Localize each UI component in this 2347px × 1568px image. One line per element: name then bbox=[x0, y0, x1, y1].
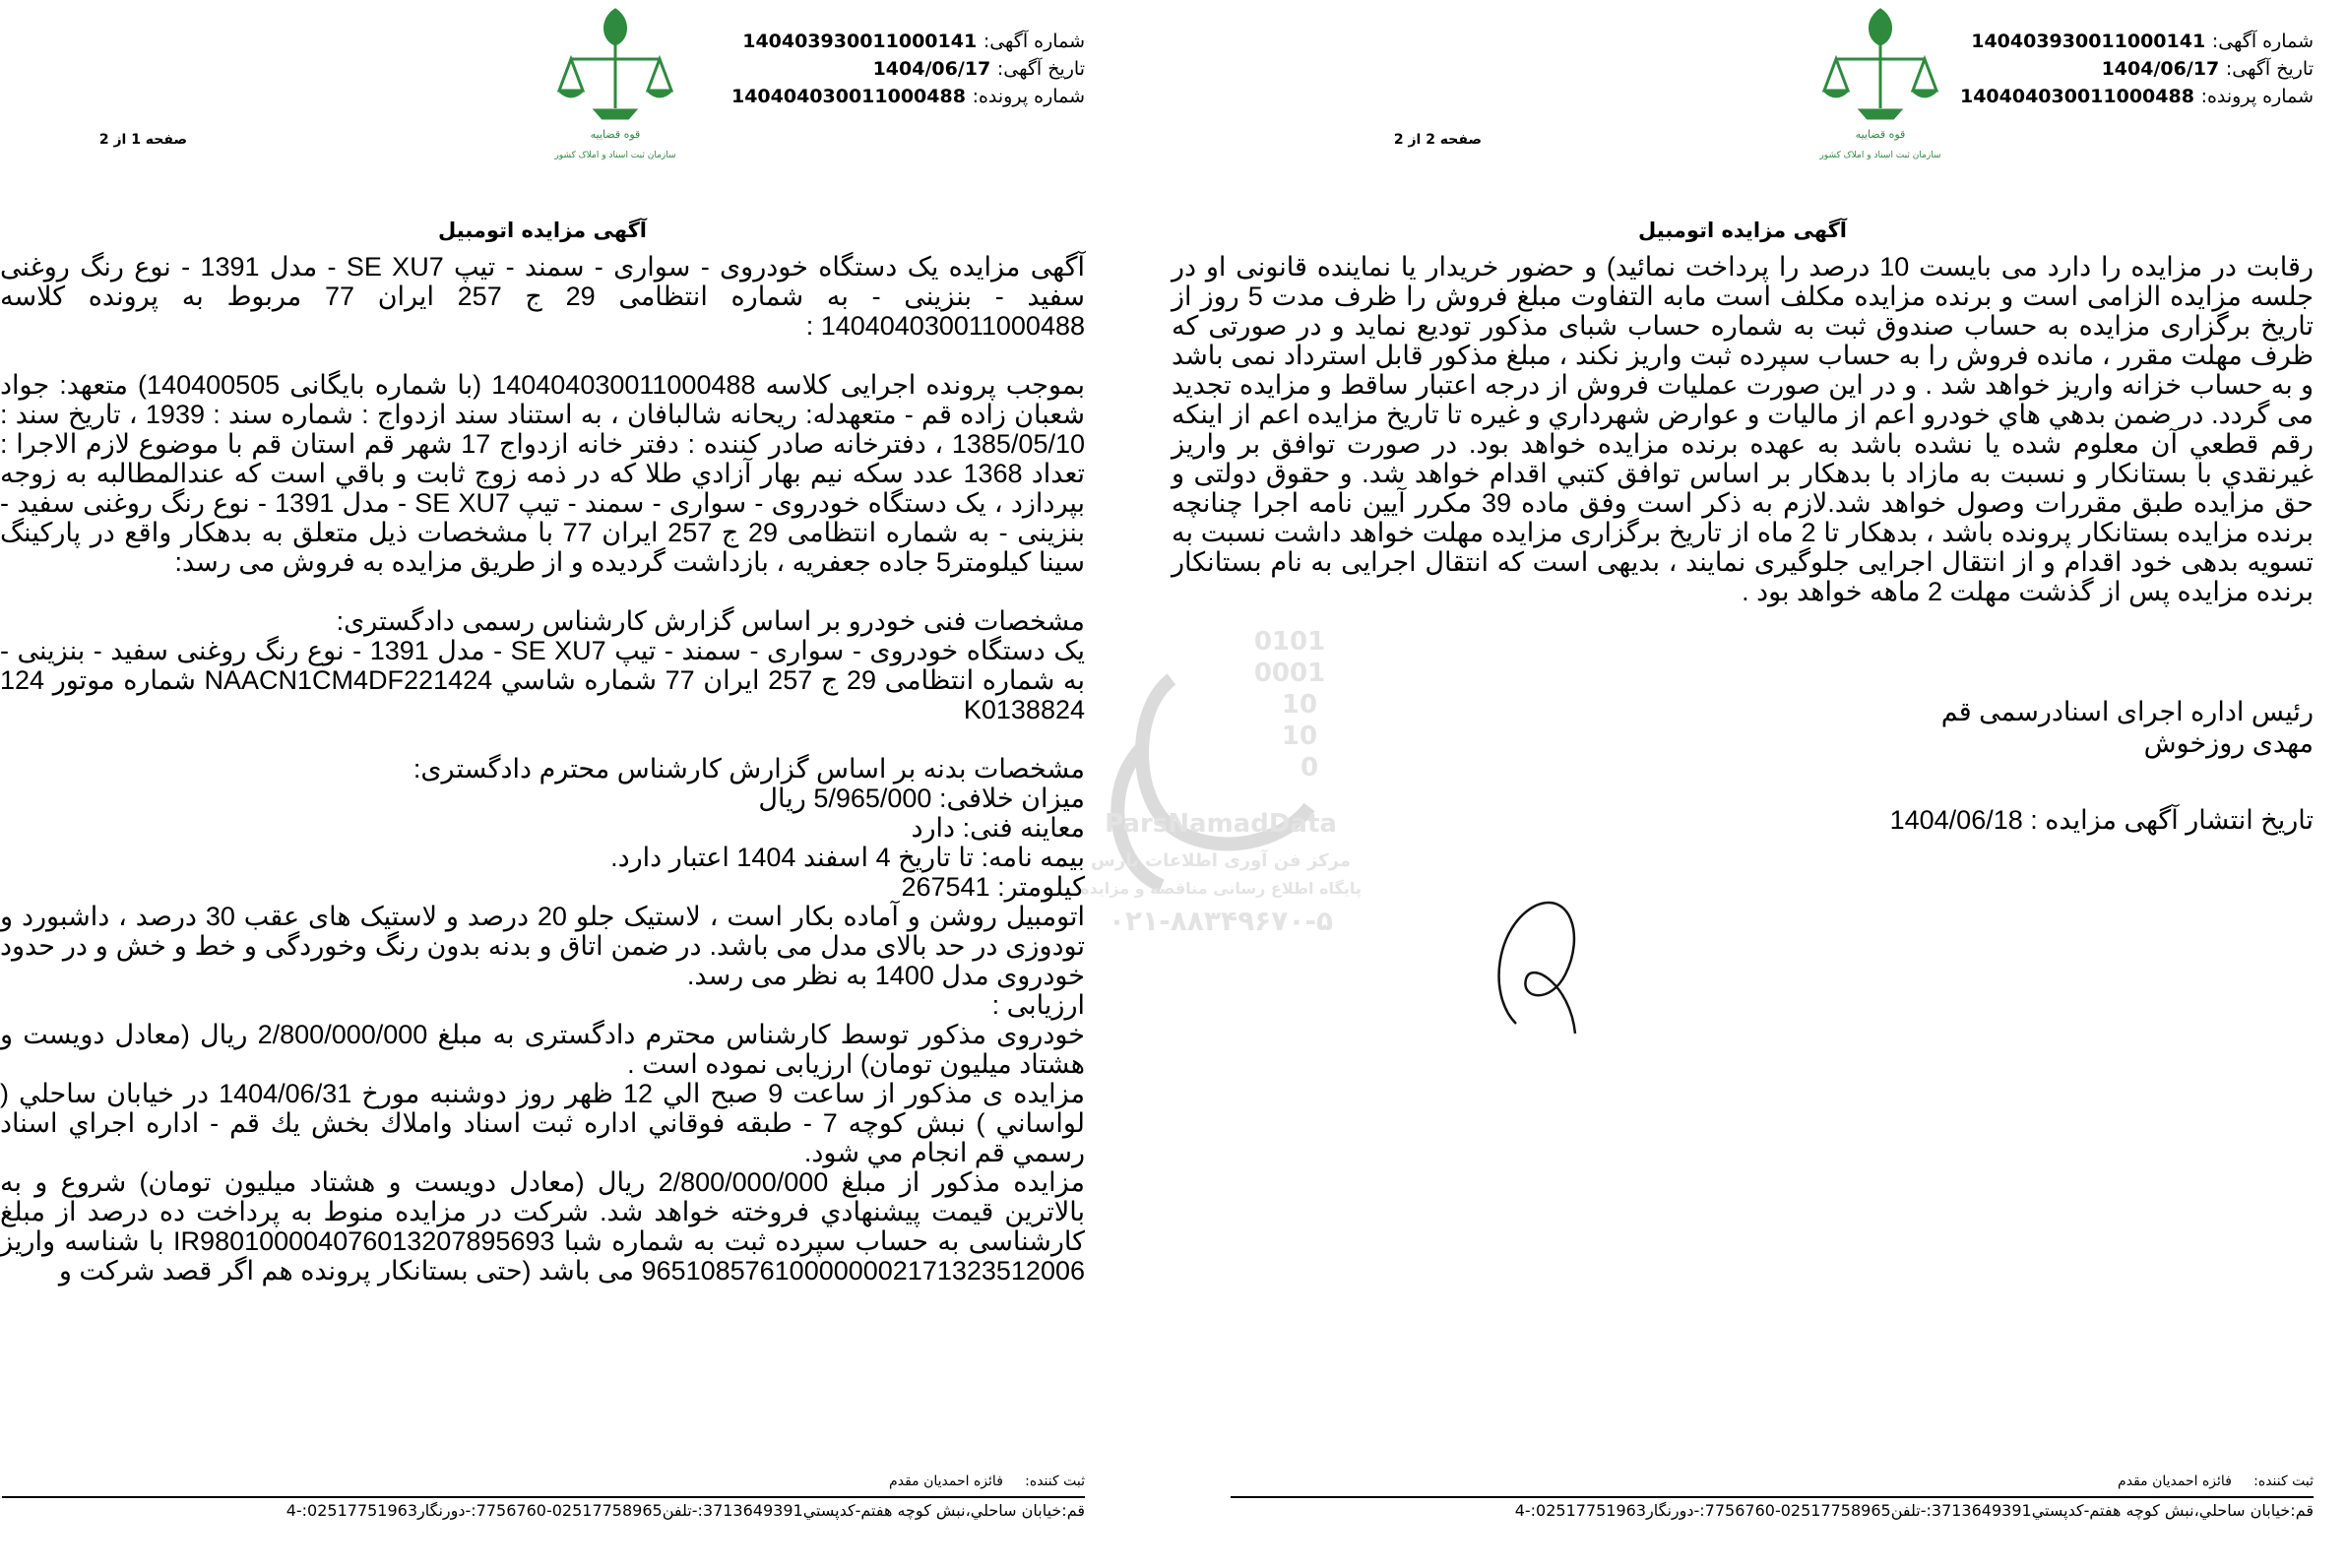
header-info bbox=[731, 28, 1085, 110]
judiciary-logo bbox=[1807, 0, 1954, 167]
spec-title: مشخصات فنی خودرو بر اساس گزارش کارشناس رسمی دادگستری: bbox=[336, 606, 1085, 636]
watermark-phone: ۰۲۱-۸۸۳۴۹۶۷۰-۵ bbox=[1108, 905, 1334, 937]
page-title: آگهی مزایده اتومبیل bbox=[1638, 219, 1847, 242]
page-1 bbox=[0, 0, 1142, 1568]
svg-text:0: 0 bbox=[1300, 753, 1319, 783]
mileage: کیلومتر: 267541 bbox=[901, 872, 1085, 902]
signer-name: مهدی روزخوش bbox=[2143, 728, 2314, 758]
signer-title: رئیس اداره اجرای اسنادرسمی قم bbox=[1940, 697, 2314, 726]
svg-text:10: 10 bbox=[1281, 721, 1318, 751]
page-2 bbox=[1172, 0, 2314, 1568]
registrar-label: ثبت کننده: bbox=[2253, 1474, 2314, 1489]
auction-time: مزايده ی مذكور از ساعت 9 صبح الي 12 ظهر روز دوشنبه مورخ 1404/06/31 در خيابان ساحلي ( لواساني ) نبش كوچه 7 - طبقه فوقاني اداره ثبت اسناد واملاك بخش يك قم - اداره اجراي اسناد رسمي قم انجام مي شود. bbox=[0, 1079, 1085, 1167]
registrar-name: فائزه احمدیان مقدم bbox=[889, 1474, 1003, 1489]
footer-address: قم:خیابان ساحلي،نبش کوچه هفتم-کدپستي3713649391:-تلفن02517758965-7756760:-دورنگار02517751963:-4 bbox=[285, 1501, 1085, 1520]
svg-text:0001: 0001 bbox=[1253, 659, 1326, 688]
svg-text:سازمان ثبت اسناد و املاک کشور: سازمان ثبت اسناد و املاک کشور bbox=[1819, 151, 1941, 160]
case-number: 140404030011000488 bbox=[730, 86, 966, 107]
registrar bbox=[889, 1474, 1085, 1489]
valuation: خودروی مذکور توسط کارشناس محترم دادگستری به مبلغ 2/800/000/000 ریال (معادل دویست و هشتاد میلیون تومان) ارزیابی نموده است . bbox=[0, 1020, 1085, 1079]
footer-divider bbox=[2, 1496, 1085, 1498]
auction-notice-body bbox=[0, 252, 1085, 1286]
page-label: صفحه 2 از 2 bbox=[1393, 132, 1482, 148]
svg-text:10: 10 bbox=[1281, 690, 1318, 720]
intro-paragraph: آگهی مزایده یک دستگاه خودروی - سواری - سمند - تیپ SE XU7 - مدل 1391 - نوع رنگ روغنی سفید - بنزینی - به شماره انتظامی 29 ج 257 ایران 77 مربوط به پرونده کلاسه 140404030011000488 : bbox=[0, 252, 1086, 341]
svg-text:0101: 0101 bbox=[1253, 627, 1326, 657]
footer-divider bbox=[1231, 1496, 2314, 1498]
ad-number-label: شماره آگهی: bbox=[983, 31, 1085, 52]
watermark-tagline: پایگاه اطلاع رسانی مناقصه و مزایده bbox=[1080, 879, 1362, 898]
svg-text:سازمان ثبت اسناد و املاک کشور: سازمان ثبت اسناد و املاک کشور bbox=[554, 151, 676, 160]
body-spec-title: مشخصات بدنه بر اساس گزارش کارشناس محترم دادگستری: bbox=[412, 754, 1085, 784]
svg-text:قوه قضاییه: قوه قضاییه bbox=[1855, 128, 1906, 141]
valuation-title: ارزیابی : bbox=[991, 990, 1085, 1020]
registrar-label: ثبت کننده: bbox=[1025, 1474, 1085, 1489]
judiciary-logo bbox=[541, 0, 689, 167]
page-title: آگهی مزایده اتومبیل bbox=[438, 219, 647, 242]
svg-text:قوه قضاییه: قوه قضاییه bbox=[590, 128, 641, 141]
case-paragraph: بموجب پرونده اجرایی کلاسه 140404030011000488 (با شماره بایگانی 140400505) متعهد: جواد شعبان زاده قم - متعهدله: ریحانه شالبافان ، به استناد سند ازدواج : شماره سند : 1939 ، تاریخ سند : 1385/05/10 ، دفترخانه صادر کننده : دفتر خانه ازدواج 17 شهر قم استان قم با موضوع لازم الاجرا : تعداد 1368 عدد سکه نیم بهار آزادي طلا که در ذمه زوج ثابت و باقي است که عندالمطالبه به زوجه بپردازد ، یک دستگاه خودروی - سواری - سمند - تیپ SE XU7 - مدل 1391 - نوع رنگ روغنی سفید - بنزینی - به شماره انتظامی 29 ج 257 ایران 77 با مشخصات ذیل متعلق به بدهکار واقع در پارکینگ سینا کیلومتر5 جاده جعفریه ، بازداشت گردیده و از طریق مزایده به فروش می رسد: bbox=[0, 370, 1086, 577]
registrar bbox=[2118, 1474, 2314, 1489]
registrar-name: فائزه احمدیان مقدم bbox=[2118, 1474, 2232, 1489]
ad-date-label: تاریخ آگهی: bbox=[2225, 58, 2314, 80]
violations: میزان خلافی: 5/965/000 ریال bbox=[758, 784, 1085, 813]
publish-date: تاریخ انتشار آگهی مزایده : 1404/06/18 bbox=[1889, 805, 2314, 835]
header-info bbox=[1960, 28, 2314, 110]
case-number-label: شماره پرونده: bbox=[972, 86, 1085, 107]
insurance: بیمه نامه: تا تاریخ 4 اسفند 1404 اعتبار دارد. bbox=[610, 843, 1085, 872]
watermark-center: مرکز فن آوری اطلاعات پارس bbox=[1091, 850, 1351, 871]
watermark-brand: ParsNamadData bbox=[1105, 809, 1337, 839]
page-label: صفحه 1 از 2 bbox=[98, 132, 187, 148]
ad-number-label: شماره آگهی: bbox=[2211, 31, 2314, 52]
ad-date-label: تاریخ آگهی: bbox=[996, 58, 1085, 80]
ad-date: 1404/06/17 bbox=[2101, 58, 2220, 80]
ad-date: 1404/06/17 bbox=[872, 58, 991, 80]
ad-number: 140403930011000141 bbox=[1971, 31, 2206, 52]
case-number-label: شماره پرونده: bbox=[2200, 86, 2314, 107]
spec-text: یک دستگاه خودروی - سواری - سمند - تیپ SE XU7 - مدل 1391 - نوع رنگ روغنی سفید - بنزینی - به شماره انتظامی 29 ج 257 ایران 77 شماره شاسي NAACN1CM4DF221424 شماره موتور 124 K0138824 bbox=[0, 636, 1086, 724]
auction-terms-continued bbox=[1172, 252, 2314, 606]
handwritten-signature bbox=[1477, 886, 1615, 1053]
signer-block bbox=[1941, 696, 2314, 759]
case-number: 140404030011000488 bbox=[1959, 86, 2194, 107]
auction-terms: مزایده مذکور از مبلغ 2/800/000/000 ریال (معادل دویست و هشتاد میلیون تومان) شروع و به بالاترین قیمت پیشنهادي فروخته خواهد شد. شرکت در مزایده منوط به پرداخت ده درصد از مبلغ کارشناسی به حساب سپرده ثبت به شماره شبا IR980100004076013207895693 با شناسه واریز 965108576100000002171323512006 می باشد (حتی بستانکار پرونده هم اگر قصد شرکت و bbox=[0, 1167, 1085, 1286]
condition: اتومبیل روشن و آماده بکار است ، لاستیک جلو 20 درصد و لاستیک های عقب 30 درصد ، داشبورد و تودوزی در حد بالای مدل می باشد. در ضمن اتاق و بدنه بدون رنگ وخوردگی و خط و خش و در حدود خودروی مدل 1400 به نظر می رسد. bbox=[0, 902, 1085, 990]
footer-address: قم:خیابان ساحلي،نبش کوچه هفتم-کدپستي3713649391:-تلفن02517758965-7756760:-دورنگار02517751963:-4 bbox=[1514, 1501, 2314, 1520]
ad-number: 140403930011000141 bbox=[742, 31, 978, 52]
inspection: معاینه فنی: دارد bbox=[911, 813, 1085, 843]
terms-paragraph: رقابت در مزایده را دارد می بایست 10 درصد را پرداخت نمائید) و حضور خریدار یا نماینده قانونی او در جلسه مزایده الزامی است و برنده مزایده مکلف است مابه التفاوت مبلغ فروش را ظرف مدت 5 روز از تاریخ برگزاری مزایده به حساب صندوق ثبت به شماره حساب شبای مذکور تودیع نماید و در صورتی که ظرف مهلت مقرر ، مانده فروش را به حساب سپرده ثبت واریز نکند ، مبلغ مذکور قابل استرداد نمی باشد و به حساب خزانه واریز خواهد شد . و در این صورت عملیات فروش از درجه اعتبار ساقط و مزایده تجدید می گردد. در ضمن بدهي هاي خودرو اعم از ماليات و عوارض شهرداري و غيره تا تاريخ مزايده اعم از اينكه رقم قطعي آن معلوم شده يا نشده باشد به عهده برنده مزايده خواهد بود. در صورت توافق بر واريز غيرنقدي با بستانكار و نسبت به مازاد با بدهكار بر اساس توافق كتبي اقدام خواهد شد. و حقوق دولتی و حق مزایده طبق مقررات وصول خواهد شد.لازم به ذکر است وفق ماده 39 مکرر آیین نامه اجرا چنانچه برنده مزایده بستانکار پرونده باشد ، بدهکار تا 2 ماه از تاریخ برگزاری مزایده مهلت خواهد داشت نسبت به تسویه بدهی خود اقدام و از انتقال اجرایی جلوگیری نمایند ، بدیهی است که انتقال اجرایی به نام بستانکار برنده مزایده پس از گذشت مهلت 2 ماهه خواهد بود . bbox=[1172, 252, 2315, 606]
